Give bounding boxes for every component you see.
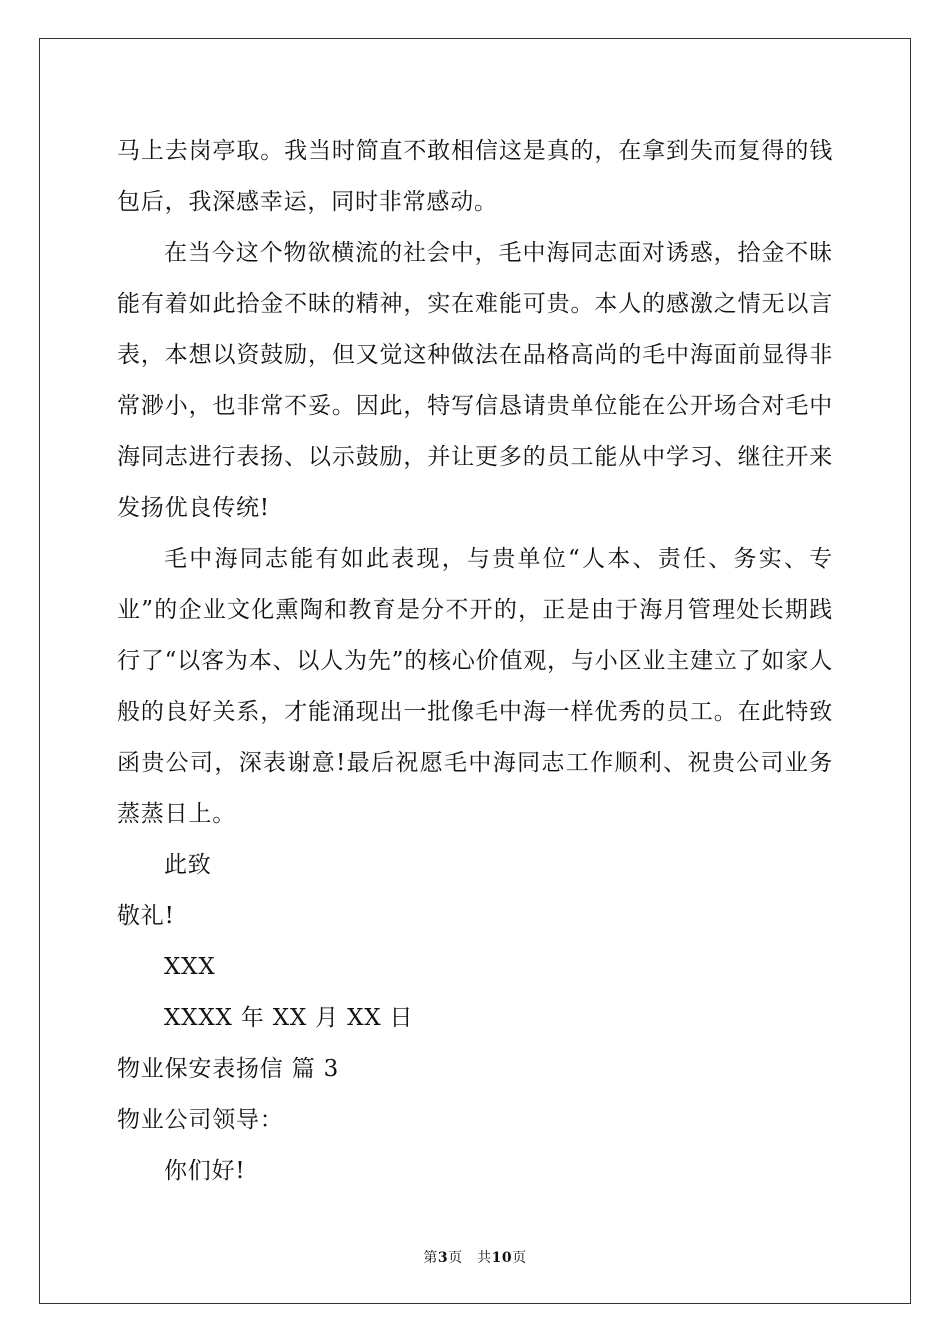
paragraph-continued: 马上去岗亭取。我当时简直不敢相信这是真的，在拿到失而复得的钱包后，我深感幸运，同时非常感动。 — [117, 138, 833, 215]
paragraph-thanks: 毛中海同志能有如此表现，与贵单位“人本、责任、务实、专业”的企业文化熏陶和教育是分不开的，正是由于海月管理处长期践行了“以客为本、以人为先”的核心价值观，与小区业主建立了如家人般的良好关系，才能涌现出一批像毛中海一样优秀的员工。在此特致函贵公司，深表谢意!最后祝愿毛中海同志工作顺利、祝贵公司业务蒸蒸日上。 — [117, 546, 833, 827]
signature: XXX — [164, 954, 216, 980]
section-title: 物业保安表扬信 篇 3 — [117, 1056, 340, 1082]
date: XXXX 年 XX 月 XX 日 — [164, 1005, 414, 1031]
page-suffix: 页 — [512, 1250, 527, 1266]
document-body — [117, 126, 833, 1197]
page-mid: 页 共 — [448, 1250, 492, 1266]
salute: 敬礼! — [117, 903, 175, 929]
page-prefix: 第 — [423, 1250, 438, 1266]
closing: 此致 — [164, 852, 212, 878]
greeting: 你们好! — [164, 1158, 246, 1184]
page-current: 3 — [437, 1250, 449, 1266]
recipient: 物业公司领导： — [117, 1107, 284, 1133]
page-total: 10 — [491, 1250, 513, 1266]
paragraph-praise: 在当今这个物欲横流的社会中，毛中海同志面对诱惑，拾金不昧能有着如此拾金不昧的精神，实在难能可贵。本人的感激之情无以言表，本想以资鼓励，但又觉这种做法在品格高尚的毛中海面前显得非常渺小，也非常不妥。因此，特写信恳请贵单位能在公开场合对毛中海同志进行表扬、以示鼓励，并让更多的员工能从中学习、继往开来发扬优良传统! — [117, 240, 833, 521]
page-footer — [0, 1247, 950, 1267]
